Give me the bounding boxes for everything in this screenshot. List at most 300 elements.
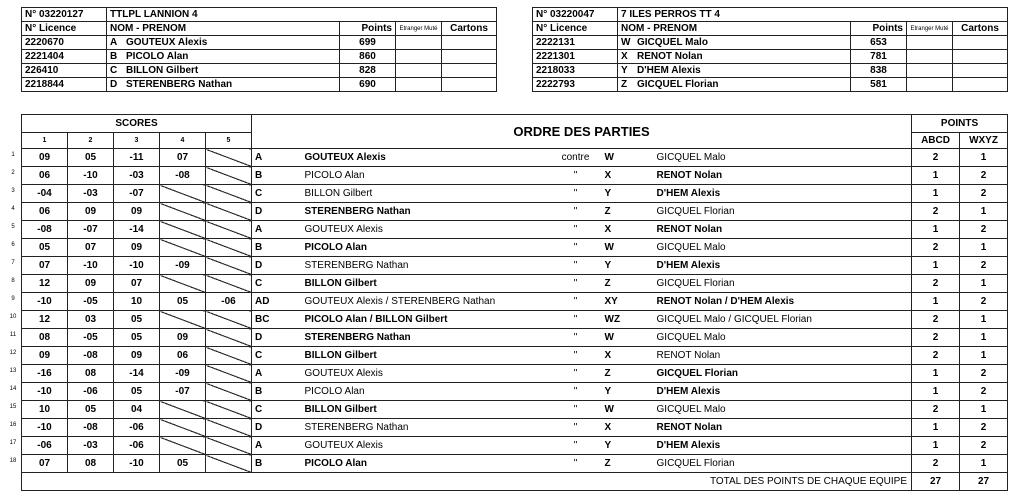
player-name-cell	[618, 36, 851, 50]
points-wxyz: 2	[960, 383, 1008, 401]
points-wxyz: 1	[960, 329, 1008, 347]
right-code: W	[602, 401, 654, 419]
team-name: TTLPL LANNION 4	[107, 8, 497, 22]
row-number: 13	[9, 368, 17, 374]
player-letter: X	[621, 51, 628, 62]
set-4-header: 4	[160, 133, 206, 149]
set-score	[206, 455, 252, 473]
points-wxyz: 2	[960, 221, 1008, 239]
versus: "	[550, 221, 602, 239]
right-player: GICQUEL Malo	[654, 329, 912, 347]
player-letter: C	[110, 65, 118, 76]
set-score	[206, 401, 252, 419]
player-licence: 2222131	[533, 36, 618, 50]
set-score: 05	[68, 401, 114, 419]
match-row	[22, 185, 1008, 203]
left-code: C	[252, 401, 302, 419]
set-score: 05	[114, 329, 160, 347]
left-code: AD	[252, 293, 302, 311]
left-player: GOUTEUX Alexis	[302, 365, 550, 383]
left-player: BILLON Gilbert	[302, 185, 550, 203]
set-score: 05	[22, 239, 68, 257]
match-row	[22, 257, 1008, 275]
set-score: -05	[68, 293, 114, 311]
set-score: -11	[114, 149, 160, 167]
row-number: 12	[9, 350, 17, 356]
player-etranger	[907, 64, 953, 78]
left-code: B	[252, 383, 302, 401]
versus: "	[550, 257, 602, 275]
match-row	[22, 347, 1008, 365]
set-score: -07	[114, 185, 160, 203]
set-score: -09	[160, 365, 206, 383]
points-wxyz: 2	[960, 257, 1008, 275]
match-row	[22, 149, 1008, 167]
left-code: D	[252, 329, 302, 347]
player-name-cell	[107, 64, 340, 78]
set-score: -14	[114, 365, 160, 383]
match-row	[22, 329, 1008, 347]
versus: "	[550, 419, 602, 437]
player-letter: D	[110, 79, 118, 90]
set-score	[160, 275, 206, 293]
set-score: 09	[160, 329, 206, 347]
points-abcd: 1	[912, 257, 960, 275]
row-number: 18	[9, 458, 17, 464]
right-code: XY	[602, 293, 654, 311]
row-number: 9	[11, 296, 15, 302]
row-number: 5	[11, 224, 15, 230]
points-title: POINTS	[912, 115, 1008, 133]
right-player: GICQUEL Florian	[654, 203, 912, 221]
points-abcd: 1	[912, 437, 960, 455]
set-score: 07	[22, 257, 68, 275]
set-score: 06	[22, 203, 68, 221]
set-5-header: 5	[206, 133, 252, 149]
set-2-header: 2	[68, 133, 114, 149]
set-score	[206, 311, 252, 329]
right-code: W	[602, 329, 654, 347]
player-row	[533, 36, 1008, 50]
left-code: B	[252, 167, 302, 185]
set-score	[160, 401, 206, 419]
set-score: 04	[114, 401, 160, 419]
versus: "	[550, 401, 602, 419]
team-number: N° 03220047	[533, 8, 618, 22]
points-wxyz: 1	[960, 347, 1008, 365]
set-score: -06	[114, 419, 160, 437]
match-row	[22, 419, 1008, 437]
player-points: 828	[340, 64, 396, 78]
right-code: X	[602, 347, 654, 365]
set-score: -06	[114, 437, 160, 455]
points-abcd: 2	[912, 455, 960, 473]
player-cartons	[442, 36, 497, 50]
match-row	[22, 275, 1008, 293]
player-cartons	[953, 50, 1008, 64]
player-points: 838	[851, 64, 907, 78]
licence-header: N° Licence	[22, 22, 107, 36]
set-score: -09	[160, 257, 206, 275]
set-score: -06	[22, 437, 68, 455]
row-number: 2	[11, 170, 15, 176]
set-score	[206, 167, 252, 185]
versus: "	[550, 329, 602, 347]
player-points: 690	[340, 78, 396, 92]
points-abcd: 1	[912, 293, 960, 311]
right-code: Z	[602, 455, 654, 473]
row-number: 1	[11, 152, 15, 158]
set-score: 09	[22, 347, 68, 365]
points-abcd: 2	[912, 347, 960, 365]
right-code: W	[602, 149, 654, 167]
player-etranger	[907, 36, 953, 50]
left-player: PICOLO Alan	[302, 383, 550, 401]
set-score: -10	[22, 293, 68, 311]
player-points: 860	[340, 50, 396, 64]
row-number: 17	[9, 440, 17, 446]
versus: "	[550, 383, 602, 401]
player-etranger	[396, 50, 442, 64]
set-score: 06	[160, 347, 206, 365]
set-score: -06	[206, 293, 252, 311]
set-score: 05	[160, 455, 206, 473]
player-etranger	[396, 78, 442, 92]
points-abcd: 1	[912, 221, 960, 239]
versus: "	[550, 167, 602, 185]
left-code: D	[252, 257, 302, 275]
set-score: -03	[68, 185, 114, 203]
points-wxyz: 2	[960, 167, 1008, 185]
points-wxyz: 2	[960, 293, 1008, 311]
right-player: RENOT Nolan	[654, 419, 912, 437]
set-score: 07	[22, 455, 68, 473]
set-score	[206, 239, 252, 257]
row-number: 11	[9, 332, 17, 338]
player-licence: 2221404	[22, 50, 107, 64]
right-player: D'HEM Alexis	[654, 257, 912, 275]
team-number: N° 03220127	[22, 8, 107, 22]
player-letter: A	[110, 37, 118, 48]
set-score: -05	[68, 329, 114, 347]
set-score: -08	[22, 221, 68, 239]
points-wxyz: 1	[960, 311, 1008, 329]
match-row	[22, 293, 1008, 311]
set-score: 03	[68, 311, 114, 329]
points-wxyz: 1	[960, 455, 1008, 473]
left-player: GOUTEUX Alexis	[302, 221, 550, 239]
set-score: -08	[160, 167, 206, 185]
team-name: 7 ILES PERROS TT 4	[618, 8, 1008, 22]
set-score: 07	[160, 149, 206, 167]
set-score: 12	[22, 311, 68, 329]
set-score: -10	[22, 419, 68, 437]
versus: "	[550, 203, 602, 221]
set-score	[206, 149, 252, 167]
points-abcd: 1	[912, 365, 960, 383]
right-code: Y	[602, 383, 654, 401]
left-player: PICOLO Alan	[302, 455, 550, 473]
left-code: A	[252, 149, 302, 167]
right-code: W	[602, 239, 654, 257]
set-score: 08	[68, 455, 114, 473]
set-score: -06	[68, 383, 114, 401]
set-score	[206, 221, 252, 239]
set-score: 08	[22, 329, 68, 347]
total-wxyz: 27	[960, 473, 1008, 491]
right-player: GICQUEL Malo	[654, 149, 912, 167]
points-abcd: 1	[912, 185, 960, 203]
row-number: 14	[9, 386, 17, 392]
set-score: 09	[68, 203, 114, 221]
left-player: BILLON Gilbert	[302, 347, 550, 365]
points-wxyz: 1	[960, 275, 1008, 293]
player-licence: 2221301	[533, 50, 618, 64]
total-label: TOTAL DES POINTS DE CHAQUE EQUIPE	[22, 473, 912, 491]
player-letter: Z	[621, 79, 628, 90]
set-score	[206, 257, 252, 275]
set-3-header: 3	[114, 133, 160, 149]
set-score: 05	[114, 311, 160, 329]
player-name-cell	[107, 78, 340, 92]
set-score	[160, 239, 206, 257]
cartons-header: Cartons	[953, 22, 1008, 36]
player-row	[22, 36, 497, 50]
left-code: C	[252, 275, 302, 293]
left-player: GOUTEUX Alexis	[302, 149, 550, 167]
row-number: 10	[9, 314, 17, 320]
versus: "	[550, 185, 602, 203]
set-score	[160, 437, 206, 455]
right-code: Z	[602, 275, 654, 293]
right-player: RENOT Nolan	[654, 347, 912, 365]
versus: "	[550, 455, 602, 473]
set-score: -07	[68, 221, 114, 239]
right-player: RENOT Nolan	[654, 221, 912, 239]
player-licence: 226410	[22, 64, 107, 78]
set-score: 12	[22, 275, 68, 293]
player-row	[533, 64, 1008, 78]
player-name: RENOT Nolan	[637, 51, 703, 62]
player-licence: 2218844	[22, 78, 107, 92]
points-wxyz: 1	[960, 149, 1008, 167]
left-player: GOUTEUX Alexis / STERENBERG Nathan	[302, 293, 550, 311]
left-player: GOUTEUX Alexis	[302, 437, 550, 455]
right-code: Y	[602, 437, 654, 455]
set-score: -16	[22, 365, 68, 383]
left-player: STERENBERG Nathan	[302, 419, 550, 437]
player-row	[533, 78, 1008, 92]
row-number: 8	[11, 278, 15, 284]
match-row	[22, 311, 1008, 329]
left-player: PICOLO Alan	[302, 167, 550, 185]
set-score: 09	[114, 239, 160, 257]
set-score	[206, 275, 252, 293]
set-score	[160, 419, 206, 437]
etranger-header: Etranger Muté	[396, 22, 442, 36]
points-abcd: 2	[912, 239, 960, 257]
row-number: 6	[11, 242, 15, 248]
set-score	[206, 365, 252, 383]
player-row	[22, 78, 497, 92]
player-name-cell	[618, 64, 851, 78]
wxyz-header: WXYZ	[960, 133, 1008, 149]
player-points: 581	[851, 78, 907, 92]
player-name: GICQUEL Malo	[637, 37, 708, 48]
right-player: D'HEM Alexis	[654, 437, 912, 455]
right-player: GICQUEL Florian	[654, 365, 912, 383]
player-cartons	[442, 78, 497, 92]
left-player: PICOLO Alan	[302, 239, 550, 257]
set-score	[206, 203, 252, 221]
points-abcd: 2	[912, 401, 960, 419]
match-row	[22, 365, 1008, 383]
row-number: 7	[11, 260, 15, 266]
right-code: X	[602, 419, 654, 437]
player-row	[533, 50, 1008, 64]
row-number: 3	[11, 188, 15, 194]
set-score: -03	[68, 437, 114, 455]
match-row	[22, 239, 1008, 257]
set-score: -08	[68, 347, 114, 365]
versus: "	[550, 293, 602, 311]
set-score: 07	[68, 239, 114, 257]
versus: "	[550, 347, 602, 365]
set-score: -07	[160, 383, 206, 401]
points-wxyz: 1	[960, 203, 1008, 221]
set-score: -04	[22, 185, 68, 203]
abcd-header: ABCD	[912, 133, 960, 149]
set-score: 09	[114, 347, 160, 365]
player-name-cell	[618, 78, 851, 92]
player-row	[22, 50, 497, 64]
player-name: GICQUEL Florian	[637, 79, 719, 90]
match-row	[22, 221, 1008, 239]
set-score: 08	[68, 365, 114, 383]
total-abcd: 27	[912, 473, 960, 491]
right-code: WZ	[602, 311, 654, 329]
player-name: STERENBERG Nathan	[126, 79, 233, 90]
points-wxyz: 1	[960, 239, 1008, 257]
set-score: 10	[114, 293, 160, 311]
set-score: 05	[160, 293, 206, 311]
points-wxyz: 1	[960, 401, 1008, 419]
right-player: GICQUEL Florian	[654, 275, 912, 293]
points-abcd: 1	[912, 167, 960, 185]
points-abcd: 2	[912, 329, 960, 347]
row-number: 15	[9, 404, 17, 410]
team-left-table	[21, 7, 497, 92]
match-row	[22, 401, 1008, 419]
points-header: Points	[851, 22, 907, 36]
player-cartons	[953, 64, 1008, 78]
set-score: 09	[114, 203, 160, 221]
left-player: BILLON Gilbert	[302, 401, 550, 419]
versus: "	[550, 311, 602, 329]
set-score	[206, 185, 252, 203]
player-name: BILLON Gilbert	[126, 65, 199, 76]
left-player: PICOLO Alan / BILLON Gilbert	[302, 311, 550, 329]
versus: contre	[550, 149, 602, 167]
left-player: STERENBERG Nathan	[302, 257, 550, 275]
points-abcd: 2	[912, 311, 960, 329]
player-licence: 2222793	[533, 78, 618, 92]
right-code: Y	[602, 257, 654, 275]
left-code: D	[252, 203, 302, 221]
left-code: C	[252, 347, 302, 365]
left-code: D	[252, 419, 302, 437]
player-etranger	[396, 64, 442, 78]
left-code: BC	[252, 311, 302, 329]
left-code: A	[252, 437, 302, 455]
versus: "	[550, 275, 602, 293]
set-score: 07	[114, 275, 160, 293]
set-score: -08	[68, 419, 114, 437]
set-score: 05	[68, 149, 114, 167]
versus: "	[550, 239, 602, 257]
points-abcd: 1	[912, 419, 960, 437]
right-code: Z	[602, 203, 654, 221]
set-score	[206, 419, 252, 437]
right-player: D'HEM Alexis	[654, 383, 912, 401]
player-etranger	[907, 50, 953, 64]
right-code: Z	[602, 365, 654, 383]
cartons-header: Cartons	[442, 22, 497, 36]
player-etranger	[396, 36, 442, 50]
player-name-cell	[107, 50, 340, 64]
player-letter: B	[110, 51, 118, 62]
player-row	[22, 64, 497, 78]
etranger-header: Etranger Muté	[907, 22, 953, 36]
player-licence: 2218033	[533, 64, 618, 78]
match-row	[22, 167, 1008, 185]
player-name: PICOLO Alan	[126, 51, 189, 62]
right-player: GICQUEL Malo	[654, 239, 912, 257]
right-player: GICQUEL Malo / GICQUEL Florian	[654, 311, 912, 329]
match-sheet-table	[21, 114, 1008, 491]
set-score	[206, 329, 252, 347]
row-number: 4	[11, 206, 15, 212]
left-code: B	[252, 455, 302, 473]
right-code: X	[602, 221, 654, 239]
player-cartons	[442, 64, 497, 78]
player-licence: 2220670	[22, 36, 107, 50]
set-score	[206, 383, 252, 401]
right-player: D'HEM Alexis	[654, 185, 912, 203]
left-code: A	[252, 365, 302, 383]
points-abcd: 1	[912, 383, 960, 401]
set-score: -10	[114, 455, 160, 473]
set-score	[160, 185, 206, 203]
licence-header: N° Licence	[533, 22, 618, 36]
set-score	[206, 347, 252, 365]
versus: "	[550, 437, 602, 455]
player-points: 699	[340, 36, 396, 50]
set-score: -10	[114, 257, 160, 275]
left-player: STERENBERG Nathan	[302, 329, 550, 347]
set-score: 06	[22, 167, 68, 185]
versus: "	[550, 365, 602, 383]
left-player: BILLON Gilbert	[302, 275, 550, 293]
left-code: A	[252, 221, 302, 239]
set-score: 05	[114, 383, 160, 401]
player-letter: Y	[621, 65, 628, 76]
row-number: 16	[9, 422, 17, 428]
set-score	[160, 203, 206, 221]
right-code: Y	[602, 185, 654, 203]
left-player: STERENBERG Nathan	[302, 203, 550, 221]
set-score: -10	[22, 383, 68, 401]
